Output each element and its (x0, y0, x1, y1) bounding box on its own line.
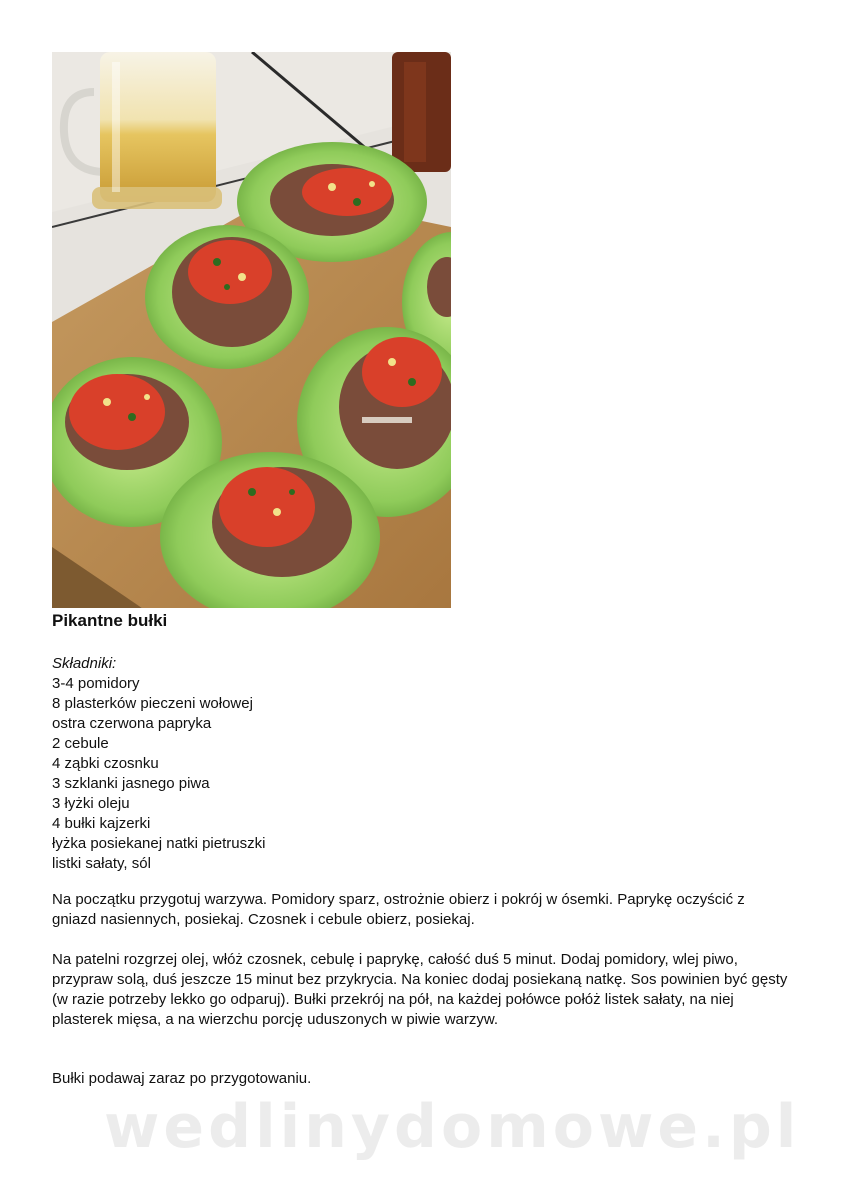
ingredient-item: 3 szklanki jasnego piwa (52, 775, 210, 792)
ingredients-list (52, 674, 265, 874)
ingredient-item: ostra czerwona papryka (52, 715, 212, 732)
recipe-photo (52, 52, 451, 608)
ingredient-item: 4 bułki kajzerki (52, 815, 151, 832)
ingredient-item: 4 ząbki czosnku (52, 755, 159, 772)
watermark: wedlinydomowe.pl (104, 1092, 801, 1162)
ingredient-item: 3 łyżki oleju (52, 795, 130, 812)
sandwich-left (145, 225, 309, 369)
ingredients-heading: Składniki: (52, 655, 117, 672)
ingredient-item: łyżka posiekanej natki pietruszki (52, 835, 266, 852)
recipe-title: Pikantne bułki (52, 611, 168, 630)
instructions-paragraph-1: Na początku przygotuj warzywa. Pomidory sparz, ostrożnie obierz i pokrój w ósemki. Paprykę oczyścić z gniazd nasiennych, posiekaj. Czosnek i cebule obierz, posiekaj. (52, 891, 745, 928)
instructions-paragraph-2: Na patelni rozgrzej olej, włóż czosnek, cebulę i paprykę, całość duś 5 minut. Dodaj pomidory, wlej piwo, przypraw solą, duś jeszcze 15 minut bez przykrycia. Na koniec dodaj posiekaną natkę. Sos powinien być gęsty (w razie potrzeby lekko go odparuj). Bułki przekrój na pół, na każdej połówce połóż listek sałaty, na niej plasterek mięsa, a na wierzchu porcję uduszonych w piwie warzyw. (52, 951, 788, 1028)
ingredient-item: 3-4 pomidory (52, 675, 140, 692)
ingredient-item: listki sałaty, sól (52, 855, 151, 872)
ingredient-item: 8 plasterków pieczeni wołowej (52, 695, 253, 712)
instructions-paragraph-3: Bułki podawaj zaraz po przygotowaniu. (52, 1070, 312, 1087)
ingredient-item: 2 cebule (52, 735, 109, 752)
